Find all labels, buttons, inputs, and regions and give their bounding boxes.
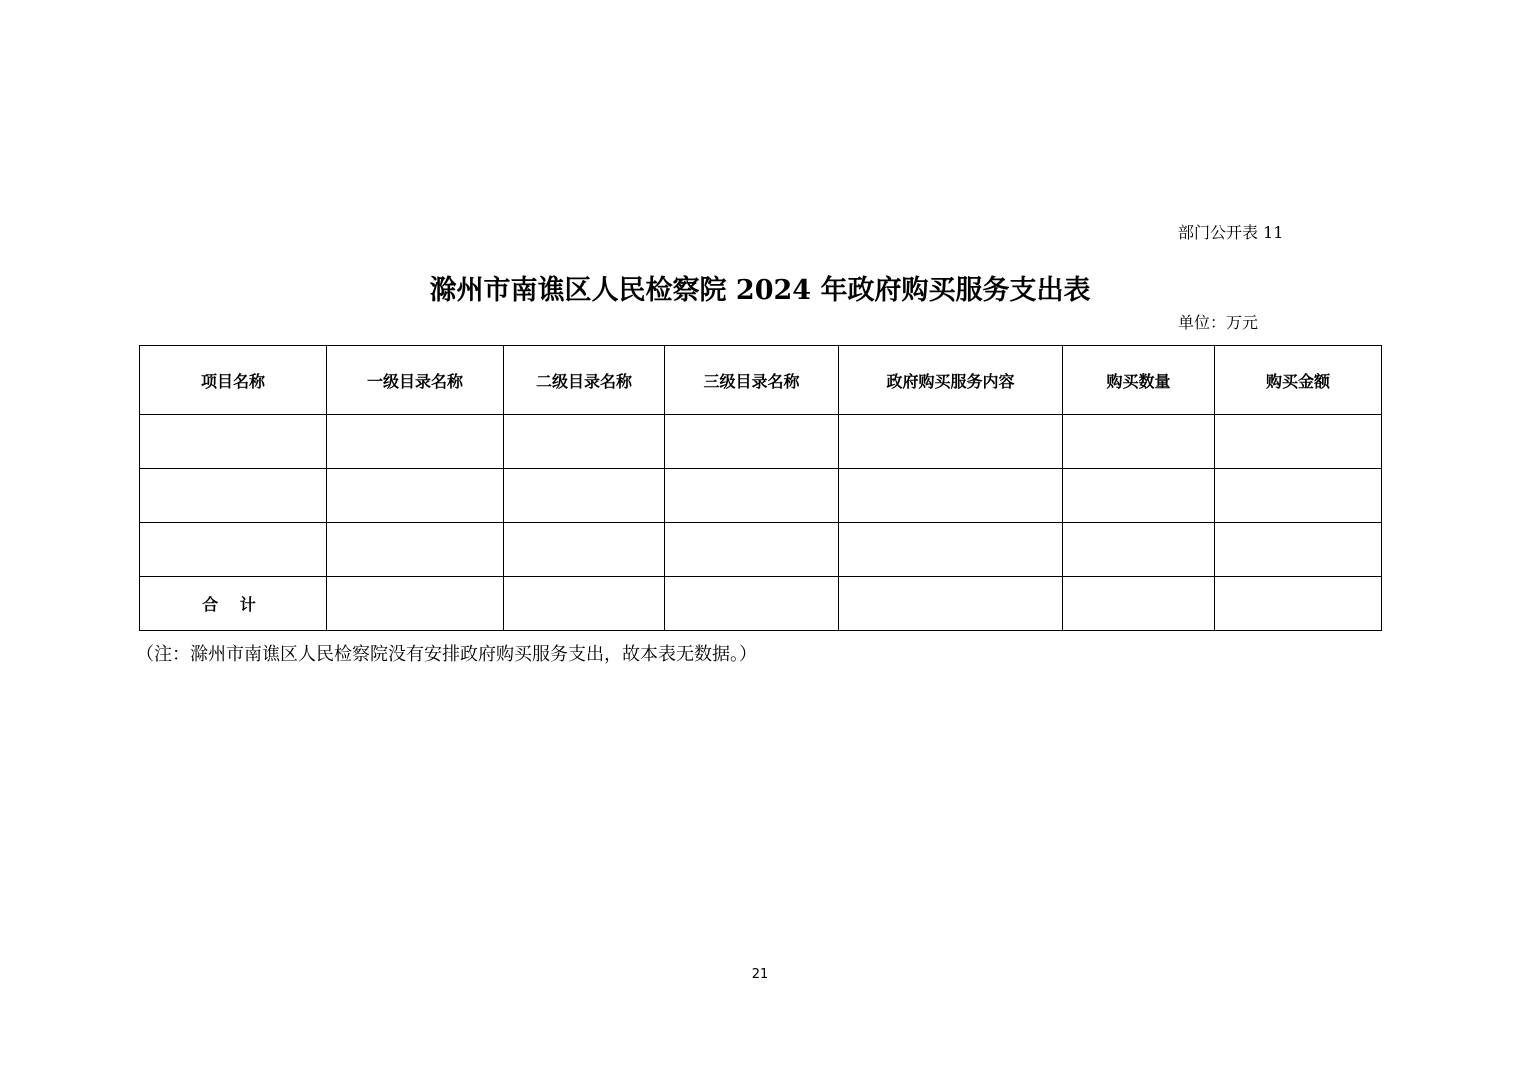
table-cell — [839, 577, 1063, 631]
table-cell — [839, 415, 1063, 469]
table-cell — [504, 523, 665, 577]
table-cell — [839, 469, 1063, 523]
column-header-project-name: 项目名称 — [140, 346, 327, 415]
table-total-row — [140, 577, 1382, 631]
table-cell — [504, 469, 665, 523]
form-number: 部门公开表 11 — [1178, 223, 1284, 242]
purchase-services-table — [139, 345, 1382, 631]
table-row — [140, 523, 1382, 577]
table-cell — [1215, 523, 1382, 577]
column-header-service-content: 政府购买服务内容 — [839, 346, 1063, 415]
table-cell — [1063, 415, 1215, 469]
table-cell — [140, 469, 327, 523]
column-header-level1-category: 一级目录名称 — [327, 346, 504, 415]
table-row — [140, 415, 1382, 469]
column-header-level3-category: 三级目录名称 — [665, 346, 839, 415]
table-cell — [504, 415, 665, 469]
table-cell — [1063, 469, 1215, 523]
table-cell — [327, 577, 504, 631]
table-cell — [665, 523, 839, 577]
table-cell — [327, 469, 504, 523]
column-header-level2-category: 二级目录名称 — [504, 346, 665, 415]
total-label: 合 计 — [140, 577, 327, 631]
table-cell — [1215, 469, 1382, 523]
table-cell — [839, 523, 1063, 577]
table-cell — [140, 415, 327, 469]
table-cell — [1215, 415, 1382, 469]
table-header-row — [140, 346, 1382, 415]
table-cell — [665, 469, 839, 523]
column-header-quantity: 购买数量 — [1063, 346, 1215, 415]
table-row — [140, 469, 1382, 523]
document-title: 滁州市南谯区人民检察院 2024 年政府购买服务支出表 — [429, 275, 1091, 306]
unit-label: 单位：万元 — [1178, 313, 1259, 332]
table-cell — [665, 577, 839, 631]
table-cell — [1063, 577, 1215, 631]
table-note: （注：滁州市南谯区人民检察院没有安排政府购买服务支出，故本表无数据。） — [136, 644, 757, 665]
table-cell — [504, 577, 665, 631]
table-cell — [1215, 577, 1382, 631]
table-cell — [1063, 523, 1215, 577]
table-cell — [665, 415, 839, 469]
table-cell — [327, 415, 504, 469]
table-cell — [140, 523, 327, 577]
column-header-amount: 购买金额 — [1215, 346, 1382, 415]
page-number: 21 — [751, 967, 769, 982]
table-cell — [327, 523, 504, 577]
